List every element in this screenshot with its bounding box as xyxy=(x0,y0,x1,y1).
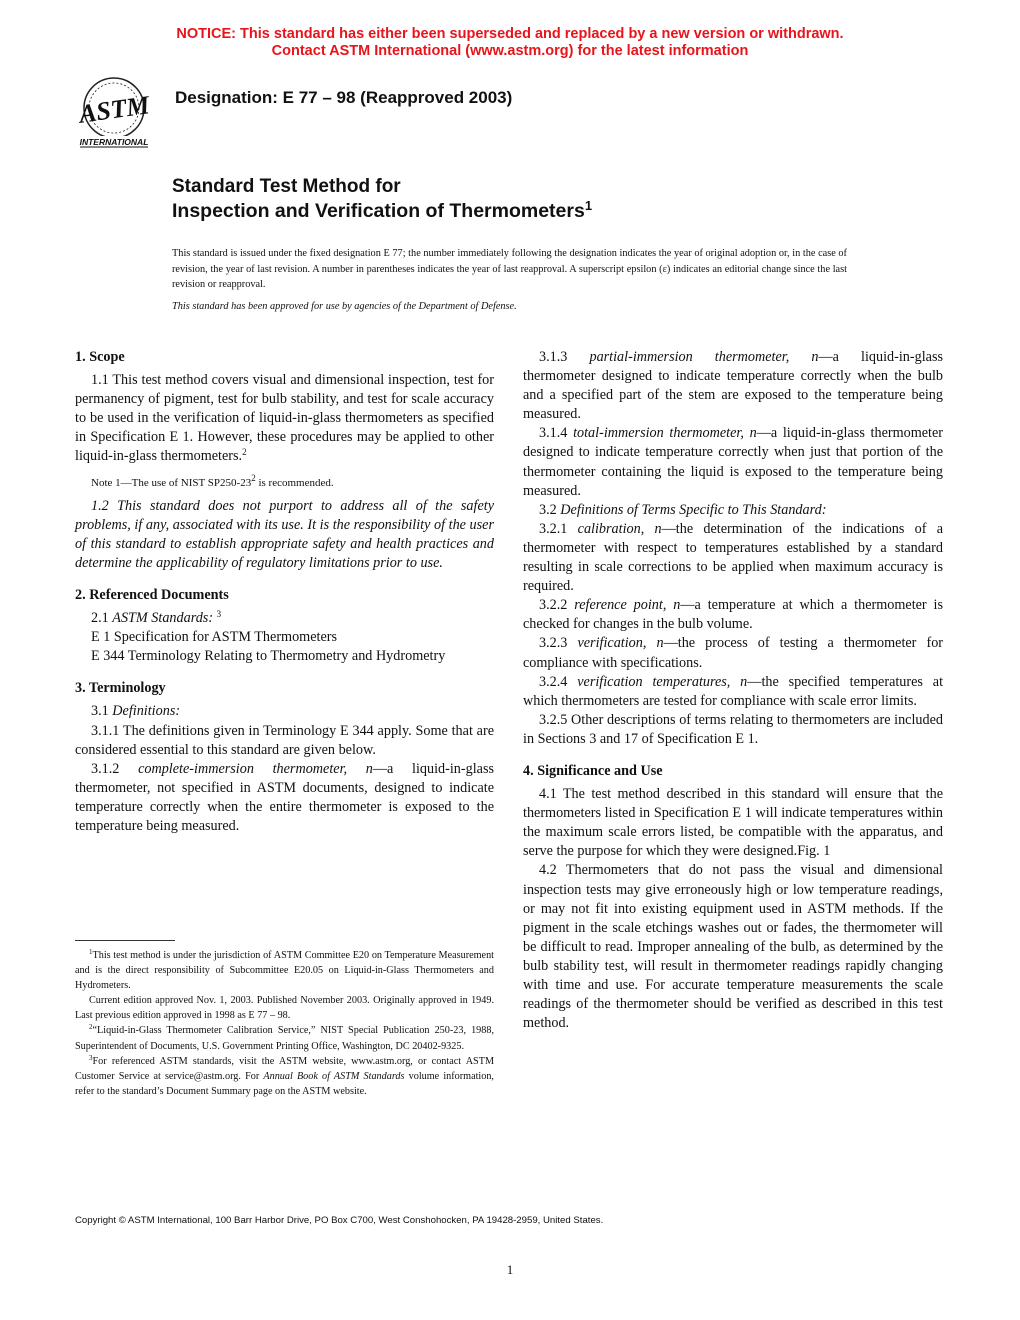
footnote-3-text-b: volume information, refer to the standard’s Document Summary page on the ASTM website. xyxy=(75,1070,494,1097)
para-3-2-3-num: 3.2.3 xyxy=(539,635,578,652)
section-4-heading: 4. Significance and Use xyxy=(523,762,663,779)
para-1-2-text: 1.2 This standard does not purport to address all of the safety problems, if any, associated with its use. It is the responsibility of the user of this standard to establish appropriate safety and health practices and determine the applicability of regulatory limitations prior to use. xyxy=(75,497,494,571)
para-3-2-2 xyxy=(523,596,943,634)
para-3-1-4-num: 3.1.4 xyxy=(539,425,574,442)
footnote-ref-2: 2 xyxy=(242,447,247,458)
footnote-1-marker: 1 xyxy=(89,948,93,956)
term-total-immersion: total-immersion thermometer, n xyxy=(573,425,757,442)
para-3-1-3 xyxy=(523,348,943,424)
section-1-heading: 1. Scope xyxy=(75,349,125,365)
footnote-1-edition: Current edition approved Nov. 1, 2003. Published November 2003. Originally approved in 1949. Last previous edition approved in 1998 as E 77 – 98. xyxy=(75,995,494,1022)
dod-approval: This standard has been approved for use by agencies of the Department of Defense. xyxy=(172,301,517,312)
ref-e344: E 344 Terminology Relating to Thermometry and Hydrometry xyxy=(91,648,446,665)
footnote-2 xyxy=(75,1023,494,1053)
term-verification-temperatures: verification temperatures, n xyxy=(577,673,748,690)
footnote-2-marker: 2 xyxy=(89,1023,93,1032)
note-1-text: Note 1—The use of NIST SP250-23 xyxy=(91,476,252,489)
issued-statement: This standard is issued under the fixed designation E 77; the number immediately following the designation indicates the year of original adoption or, in the case of revision, the year of last revision. A number in parentheses indicates the year of last reapproval. A superscript epsilon (ε) indicates an editorial change since the last revision or reapproval. xyxy=(172,248,847,290)
title-text: Inspection and Verification of Thermometers xyxy=(172,200,585,222)
para-3-2-title: Definitions of Terms Specific to This Standard: xyxy=(560,501,827,518)
para-3-2-3-text: —the process of testing a thermometer for compliance with specifications. xyxy=(523,635,944,671)
para-3-1-4-text: —a liquid-in-glass thermometer designed to indicate temperature correctly when just that portion of the thermometer containing the liquid is exposed to the temperature being measured. xyxy=(523,425,944,499)
notice-banner xyxy=(0,26,1020,60)
title-line-1: Standard Test Method for xyxy=(172,176,401,197)
note-1-end: is recommended. xyxy=(255,476,334,489)
title-line-2 xyxy=(172,198,592,224)
page-number: 1 xyxy=(506,1262,514,1277)
para-3-2-num: 3.2 xyxy=(539,501,561,518)
right-column xyxy=(523,348,943,1033)
para-3-2-4-num: 3.2.4 xyxy=(539,673,578,690)
footnote-3 xyxy=(75,1054,494,1099)
para-3-2-1-text: —the determination of the indications of a thermometer with respect to temperatures established by a standard resulting in scale corrections to be applied when maximum accuracy is required. xyxy=(523,520,944,595)
para-3-1-3-num: 3.1.3 xyxy=(539,349,590,365)
para-3-1-3-text: —a liquid-in-glass thermometer designed to indicate temperature correctly when the bulb and a specified part of the stem are exposed to the temperature being measured. xyxy=(523,349,944,423)
para-4-1: 4.1 The test method described in this standard will ensure that the thermometers listed in Specification E 1 will indicate temperatures within the maximum scale errors listed, be compatible with the apparatus, and serve the purpose for which they were designed.Fig. 1 xyxy=(523,786,943,860)
para-1-1 xyxy=(75,371,494,466)
title-block xyxy=(172,176,592,224)
para-3-2-2-num: 3.2.2 xyxy=(539,597,575,614)
note-1-footnote-ref: 2 xyxy=(251,472,256,483)
notice-line-1: NOTICE: This standard has either been superseded and replaced by a new version or withdrawn. xyxy=(176,26,844,42)
para-3-2-4 xyxy=(523,673,943,711)
footnote-3-book-title: Annual Book of ASTM Standards xyxy=(263,1070,405,1082)
para-3-1-num: 3.1 xyxy=(91,703,113,720)
para-3-1 xyxy=(75,702,494,721)
para-2-1 xyxy=(75,609,494,628)
title-footnote-ref: 1 xyxy=(584,198,593,213)
para-3-2-3 xyxy=(523,634,943,672)
term-partial-immersion: partial-immersion thermometer, n xyxy=(589,349,819,365)
para-1-2 xyxy=(75,497,494,573)
copyright: Copyright © ASTM International, 100 Barr Harbor Drive, PO Box C700, West Conshohocken, PA 19428-2959, United States. xyxy=(75,1215,604,1226)
footnote-1 xyxy=(75,948,494,993)
designation: Designation: E 77 – 98 (Reapproved 2003) xyxy=(175,88,513,107)
footnotes xyxy=(75,948,494,1099)
para-2-1-num: 2.1 xyxy=(91,610,113,627)
term-calibration: calibration, n xyxy=(577,520,662,537)
para-3-1-4 xyxy=(523,424,943,500)
section-3-heading: 3. Terminology xyxy=(75,680,166,697)
para-3-1-title: Definitions: xyxy=(112,703,181,720)
footnote-3-marker: 3 xyxy=(89,1053,93,1062)
para-3-2-1-num: 3.2.1 xyxy=(539,520,578,537)
section-2-heading: 2. Referenced Documents xyxy=(75,586,229,603)
para-1-1-text: 1.1 This test method covers visual and dimensional inspection, test for permanency of pigment, test for bulb stability, and test for scale accuracy to be used in the verification of liquid-in-glass thermometers as specified in Specification E 1. However, these procedures may be applied to other liquid-in-glass thermometers. xyxy=(75,372,494,465)
footnote-1-text: This test method is under the jurisdiction of ASTM Committee E20 on Temperature Measurement and is the direct responsibility of Subcommittee E20.05 on Liquid-in-Glass Thermometers and Hydrometers. xyxy=(75,950,494,992)
footnote-ref-3: 3 xyxy=(216,609,222,620)
para-3-1-2 xyxy=(75,760,494,836)
note-1 xyxy=(75,472,494,491)
term-reference-point: reference point, n xyxy=(574,597,681,614)
logo-subtext: INTERNATIONAL xyxy=(79,137,149,147)
para-3-2-2-text: —a temperature at which a thermometer is checked for changes in the bulb volume. xyxy=(523,597,943,633)
footnote-2-text: “Liquid-in-Glass Thermometer Calibration Service,” NIST Special Publication 250-23, 1988, Superintendent of Documents, U.S. Government Printing Office, Washington, DC 20402-9325. xyxy=(75,1025,494,1052)
notice-line-2: Contact ASTM International (www.astm.org) for the latest information xyxy=(271,43,749,59)
para-3-2-1 xyxy=(523,520,943,596)
para-2-1-title: ASTM Standards: xyxy=(112,610,214,627)
logo-text: ASTM xyxy=(77,90,152,129)
footnote-3-text-a: For referenced ASTM standards, visit the ASTM website, www.astm.org, or contact ASTM Customer Service at service@astm.org. For xyxy=(75,1055,494,1082)
left-column xyxy=(75,348,494,836)
ref-e1: E 1 Specification for ASTM Thermometers xyxy=(91,629,337,646)
term-complete-immersion: complete-immersion thermometer, n xyxy=(138,760,373,777)
para-3-2-4-text: —the specified temperatures at which thermometers are tested for compliance with scale error limits. xyxy=(523,673,944,709)
para-4-2: 4.2 Thermometers that do not pass the visual and dimensional inspection tests may give erroneously high or low temperature readings, or may not fit into existing equipment used in ASTM methods. If the pigment in the scale etchings washes out or fades, the thermometer will be difficult to read. Improper annealing of the bulb, as determined by the bulb stability test, will result in thermometer readings rapidly changing with time and use. For accurate temperature measurements the scale readings of the thermometer should be verified as described in this test method. xyxy=(523,862,943,1032)
astm-logo-icon xyxy=(66,74,162,150)
para-3-1-1: 3.1.1 The definitions given in Terminology E 344 apply. Some that are considered essential to this standard are given below. xyxy=(75,722,494,758)
term-verification: verification, n xyxy=(577,635,664,652)
astm-logo xyxy=(66,74,162,150)
footnote-divider xyxy=(75,940,175,941)
para-3-2-5: 3.2.5 Other descriptions of terms relating to thermometers are included in Sections 3 and 17 of Specification E 1. xyxy=(523,711,943,747)
para-3-2 xyxy=(523,501,943,520)
para-3-1-2-num: 3.1.2 xyxy=(91,760,139,777)
para-3-1-2-text: —a liquid-in-glass thermometer, not specified in ASTM documents, designed to indicate temperature correctly when the entire thermometer is exposed to the temperature being measured. xyxy=(75,760,495,834)
